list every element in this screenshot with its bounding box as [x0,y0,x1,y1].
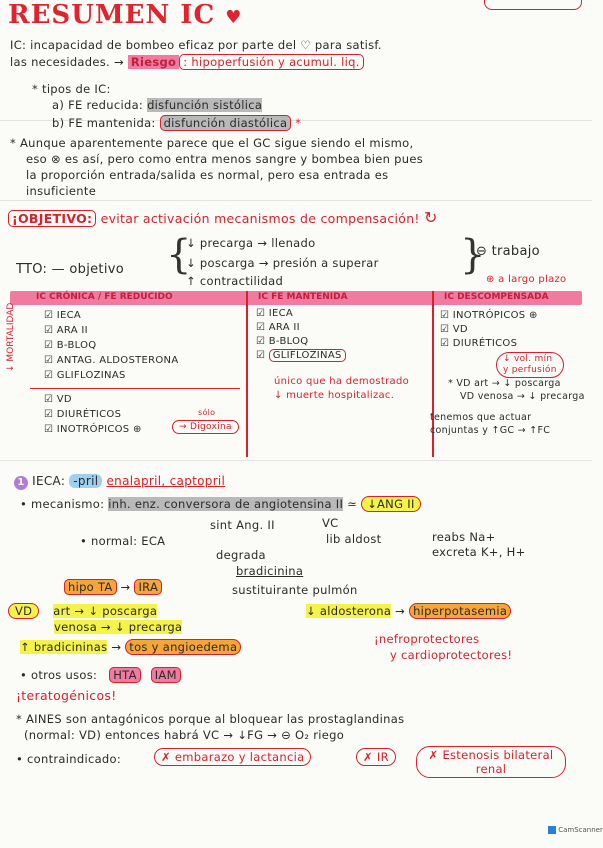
col1b-item: ☑ DIURÉTICOS [44,409,122,420]
bradicinina: bradicinina [236,564,304,578]
definition-line-2: las necesidades. → Riesgo : hipoperfusión y acumul. liq. [10,55,364,69]
col1-divider [30,388,240,389]
aines-line-2: (normal: VD) entonces habrá VC → ↓FG → ⊖ O₂ riego [24,728,345,742]
tto-label: TTO: — objetivo [16,262,124,277]
sustituirante: sustituirante pulmón [232,583,358,597]
note-line-1: * Aunque aparentemente parece que el GC sigue siendo el mismo, [10,136,414,150]
col1-note-solo: sólo [198,408,216,417]
table-header-3: IC DESCOMPENSADA [444,292,549,302]
scanner-icon [548,826,556,834]
table-header-1: IC CRÓNICA / FE REDUCIDO [36,292,173,302]
teratogenicos: ¡teratogénicos! [16,688,117,703]
degrada: degrada [216,548,266,562]
col1-item: ☑ GLIFLOZINAS [44,370,126,381]
corner-badge [484,0,582,10]
mech-line: • mecanismo: inh. enz. conversora de angiotensina II ≃ ↓ANG II [20,497,421,511]
col3-item: ☑ VD [440,324,468,335]
excreta-k: excreta K+, H+ [432,545,526,559]
tipo-b: b) FE mantenida: disfunción diastólica * [52,116,302,130]
note-line-4: insuficiente [26,184,97,198]
col1b-item: ☑ VD [44,394,72,405]
col1-item: ☑ IECA [44,310,82,321]
contra-estenosis: ✗ Estenosis bilateral renal [416,746,566,778]
tipos-title: * tipos de IC: [32,82,111,96]
left-brace: { [166,232,192,278]
col3-footer-1: tenemos que actuar [430,412,532,423]
note-line-2: eso ⊗ es así, pero como entra menos sangre y bombea bien pues [26,152,424,166]
table-header-2: IC FE MANTENIDA [258,292,348,302]
tipo-a: a) FE reducida: disfunción sistólica [52,98,263,112]
mortalidad-label: ↓ MORTALIDAD [6,302,16,372]
page-title: RESUMEN IC ♥ [8,0,243,30]
aldo-row: ↓ aldosterona → hiperpotasemia [306,604,511,618]
col2-item: ☑ GLIFLOZINAS [256,350,346,361]
tto-result: ⊖ trabajo [476,244,540,259]
col3-note: ↓ vol. mín y perfusión [496,352,564,378]
right-brace: } [460,232,486,278]
col3-footer-2: conjuntas y ↑GC → ↑FC [430,425,551,436]
col3-item: ☑ INOTRÓPICOS ⊕ [440,310,538,321]
tto-item-3: ↑ contractilidad [186,274,284,288]
tto-item-2: ↓ poscarga → presión a superar [186,256,379,270]
riesgo-label: Riesgo [128,55,179,69]
contra-embarazo: ✗ embarazo y lactancia [154,748,311,766]
sint-ang: sint Ang. II [210,518,275,532]
cardio-line: y cardioprotectores! [390,648,513,662]
vd-row: VD art → ↓ poscarga [8,604,157,618]
cycle-icon: ↻ [424,208,438,227]
table-divider-1 [246,291,248,457]
col3-item: ☑ DIURÉTICOS [440,338,518,349]
col2-item: ☑ B-BLOQ [256,336,309,347]
objetivo-line: ¡OBJETIVO: evitar activación mecanismos de compensación! ↻ [8,208,438,227]
col1-item: ☑ B-BLOQ [44,340,97,351]
largo-plazo: ⊕ a largo plazo [486,274,567,285]
col1-note-digoxina: → Digoxina [172,420,239,434]
col3-line-2: VD venosa → ↓ precarga [460,391,585,402]
normal-eca: • normal: ECA [80,534,166,548]
vc-label: VC [322,516,339,530]
venosa-row: venosa → ↓ precarga [54,620,183,634]
col1b-item: ☑ INOTRÓPICOS ⊕ [44,424,142,435]
hipo-ta-row: hipo TA → IRA [64,580,162,594]
contra-label: • contraindicado: [16,752,122,766]
note-line-3: la proporción entrada/salida es normal, pero esa entrada es [26,168,389,182]
nefro-line: ¡nefroprotectores [374,632,480,646]
brady-row: ↑ bradicininas → tos y angioedema [20,640,241,654]
col2-note-1: único que ha demostrado [274,376,410,387]
lib-aldost: lib aldost [326,532,382,546]
contra-ir: ✗ IR [356,748,396,766]
col2-note-2: ↓ muerte hospitalizac. [274,390,395,401]
ieca-header: 1 IECA: -pril enalapril, captopril [14,474,225,490]
col1-item: ☑ ARA II [44,325,88,336]
heart-icon: ♥ [225,7,243,28]
col2-item: ☑ ARA II [256,322,300,333]
scanner-label: CamScanner [548,826,603,834]
otros-usos: • otros usos: HTA IAM [20,668,181,682]
col1-item: ☑ ANTAG. ALDOSTERONA [44,355,179,366]
tto-item-1: ↓ precarga → llenado [186,236,316,250]
reabs-na: reabs Na+ [432,530,496,544]
aines-line-1: * AINES son antagónicos porque al bloquear las prostaglandinas [16,712,405,726]
col3-line-1: * VD art → ↓ poscarga [448,378,561,389]
definition-line-1: IC: incapacidad de bombeo eficaz por parte del ♡ para satisf. [10,38,382,52]
col2-item: ☑ IECA [256,308,294,319]
